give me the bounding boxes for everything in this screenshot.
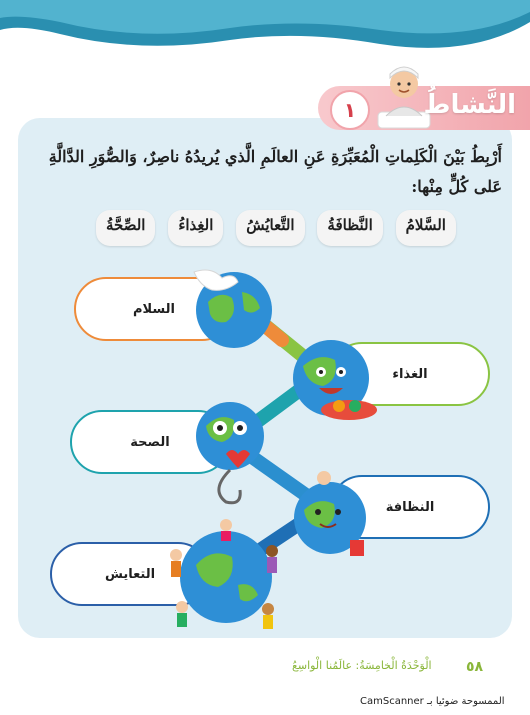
globe-dove-illustration	[186, 262, 276, 352]
page-number: ٥٨	[466, 659, 484, 675]
globe-food-illustration	[285, 336, 381, 426]
word-chip-peace: السَّلامُ	[396, 210, 456, 246]
label-box-health: الصحة	[70, 410, 230, 474]
globe-cleanliness-illustration	[284, 470, 380, 566]
unit-title: الْوَحْدَةُ الْخامِسَةُ: عالَمُنا الْواسِعُ	[292, 659, 432, 672]
label-box-cleanliness: النظافة	[330, 475, 490, 539]
activity-title: النَّشاطُ	[423, 90, 516, 120]
word-chip-health: الصِّحَّةُ	[96, 210, 155, 246]
label-box-peace: السلام	[74, 277, 234, 341]
activity-number-badge: ١	[330, 90, 370, 130]
scanner-watermark: الممسوحة ضوئيا بـ CamScanner	[360, 696, 505, 707]
label-box-food: الغذاء	[330, 342, 490, 406]
word-chip-cleanliness: النَّظافَةُ	[317, 210, 382, 246]
word-chip-food: الغِذاءُ	[168, 210, 223, 246]
label-box-coexistence: التعايش	[50, 542, 210, 606]
word-chip-coexistence: التَّعايُشُ	[236, 210, 304, 246]
globe-coexistence-illustration	[160, 515, 290, 635]
globe-health-illustration	[190, 398, 270, 508]
instruction-text: أَرْبِطُ بَيْنَ الْكَلِماتِ الْمُعَبِّرَةِ عَنِ العالَمِ الَّذي يُريدُهُ ناصِرٌ، وَالصُّوَرِ الدَّالَّةِ عَلى كُلٍّ مِنْها:	[48, 147, 502, 196]
